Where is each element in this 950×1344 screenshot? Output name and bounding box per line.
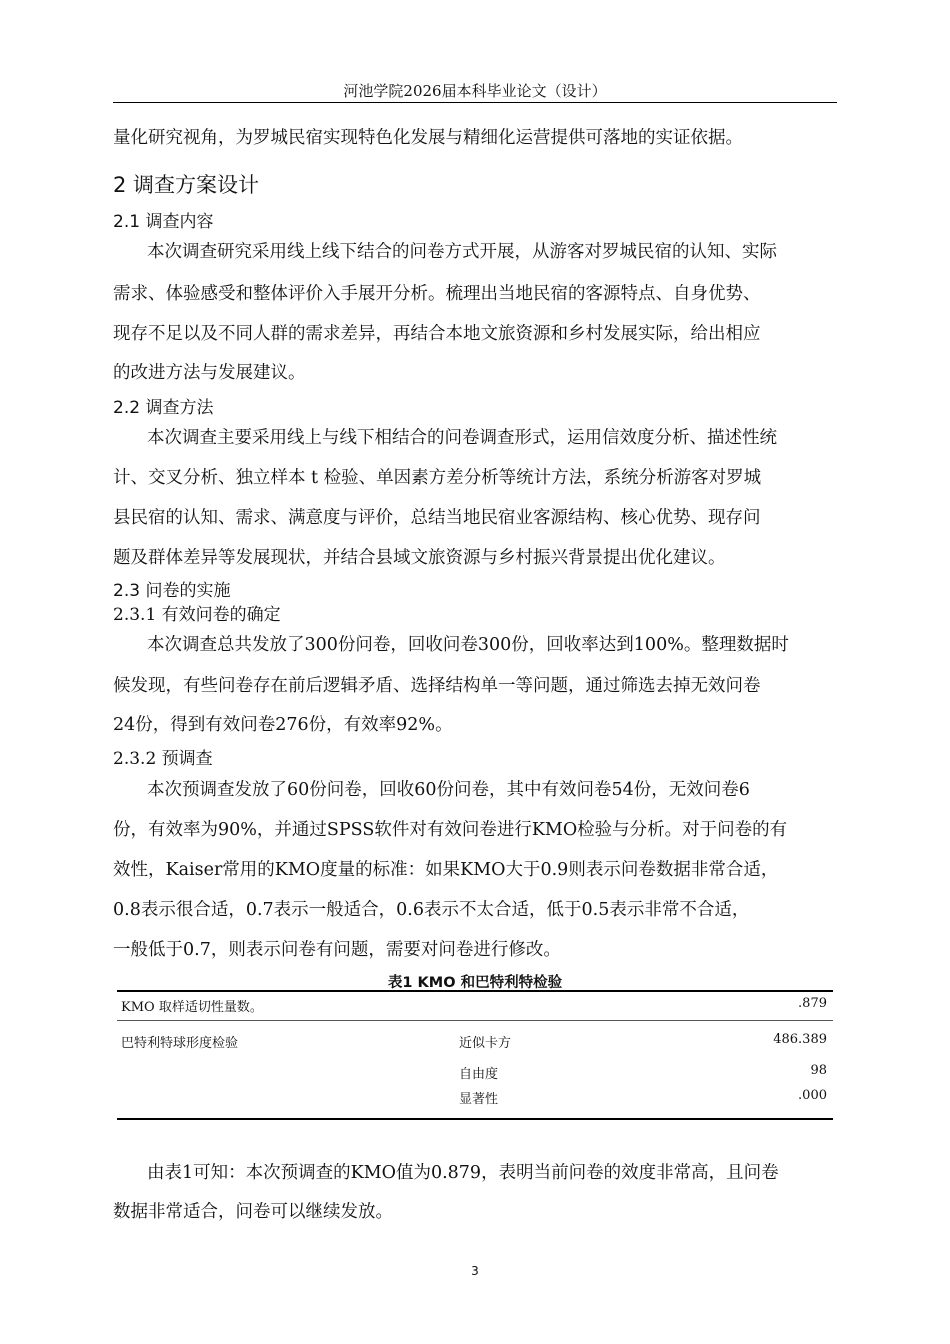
paragraph-line: 本次调查研究采用线上线下结合的问卷方式开展，从游客对罗城民宿的认知、实际 bbox=[147, 242, 777, 262]
section-heading-2: 2 调查方案设计 bbox=[113, 173, 260, 197]
section-heading-2-3: 2.3 问卷的实施 bbox=[113, 581, 231, 601]
table-row-value: 98 bbox=[810, 1063, 827, 1078]
paragraph-line: 本次调查主要采用线上与线下相结合的问卷调查形式，运用信效度分析、描述性统 bbox=[147, 428, 777, 448]
table-row-value: 486.389 bbox=[773, 1032, 827, 1047]
paragraph-line: 24份，得到有效问卷276份，有效率92%。 bbox=[113, 715, 453, 735]
paragraph-line: 0.8表示很合适，0.7表示一般适合，0.6表示不太合适，低于0.5表示非常不合适， bbox=[113, 900, 750, 920]
paragraph-line: 一般低于0.7，则表示问卷有问题，需要对问卷进行修改。 bbox=[113, 940, 561, 960]
paragraph-line: 本次预调查发放了60份问卷，回收60份问卷，其中有效问卷54份，无效问卷6 bbox=[147, 780, 750, 800]
section-heading-2-2: 2.2 调查方法 bbox=[113, 398, 214, 418]
table-bottom-rule bbox=[117, 1118, 833, 1120]
paragraph-line: 由表1可知：本次预调查的KMO值为0.879，表明当前问卷的效度非常高，且问卷 bbox=[147, 1163, 779, 1183]
intro-line: 量化研究视角，为罗城民宿实现特色化发展与精细化运营提供可落地的实证依据。 bbox=[113, 128, 743, 148]
page-number: 3 bbox=[471, 1264, 479, 1278]
paragraph-line: 数据非常适合，问卷可以继续发放。 bbox=[113, 1202, 393, 1222]
bartlett-label: 巴特利特球形度检验 bbox=[121, 1036, 239, 1051]
section-heading-2-3-1: 2.3.1 有效问卷的确定 bbox=[113, 605, 281, 625]
section-heading-2-1: 2.1 调查内容 bbox=[113, 212, 214, 232]
table-caption: 表1 KMO 和巴特利特检验 bbox=[387, 975, 563, 991]
table-row-label: 显著性 bbox=[459, 1092, 499, 1107]
paragraph-line: 份，有效率为90%，并通过SPSS软件对有效问卷进行KMO检验与分析。对于问卷的有 bbox=[113, 820, 788, 840]
kmo-label: KMO 取样适切性量数。 bbox=[121, 1000, 263, 1015]
paragraph-line: 候发现，有些问卷存在前后逻辑矛盾、选择结构单一等问题，通过筛选去掉无效问卷 bbox=[113, 676, 761, 696]
table-row-value: .000 bbox=[798, 1088, 827, 1103]
paragraph-line: 题及群体差异等发展现状，并结合县域文旅资源与乡村振兴背景提出优化建议。 bbox=[113, 548, 726, 568]
table-top-rule bbox=[117, 990, 833, 992]
paragraph-line: 效性，Kaiser常用的KMO度量的标准：如果KMO大于0.9则表示问卷数据非常合适， bbox=[113, 860, 779, 880]
paragraph-line: 现存不足以及不同人群的需求差异，再结合本地文旅资源和乡村发展实际，给出相应 bbox=[113, 324, 761, 344]
kmo-value: .879 bbox=[798, 996, 827, 1011]
section-heading-2-3-2: 2.3.2 预调查 bbox=[113, 749, 213, 769]
paragraph-line: 的改进方法与发展建议。 bbox=[113, 363, 306, 383]
paragraph-line: 需求、体验感受和整体评价入手展开分析。梳理出当地民宿的客源特点、自身优势、 bbox=[113, 284, 761, 304]
table-row-label: 自由度 bbox=[459, 1067, 499, 1082]
paragraph-line: 计、交叉分析、独立样本 t 检验、单因素方差分析等统计方法，系统分析游客对罗城 bbox=[113, 468, 762, 488]
paragraph-line: 本次调查总共发放了300份问卷，回收问卷300份，回收率达到100%。整理数据时 bbox=[147, 635, 789, 655]
header-divider bbox=[113, 102, 837, 103]
running-header: 河池学院2026届本科毕业论文（设计） bbox=[343, 82, 607, 100]
paragraph-line: 县民宿的认知、需求、满意度与评价，总结当地民宿业客源结构、核心优势、现存问 bbox=[113, 508, 761, 528]
table-mid-rule bbox=[117, 1020, 833, 1021]
table-row-label: 近似卡方 bbox=[459, 1036, 512, 1051]
